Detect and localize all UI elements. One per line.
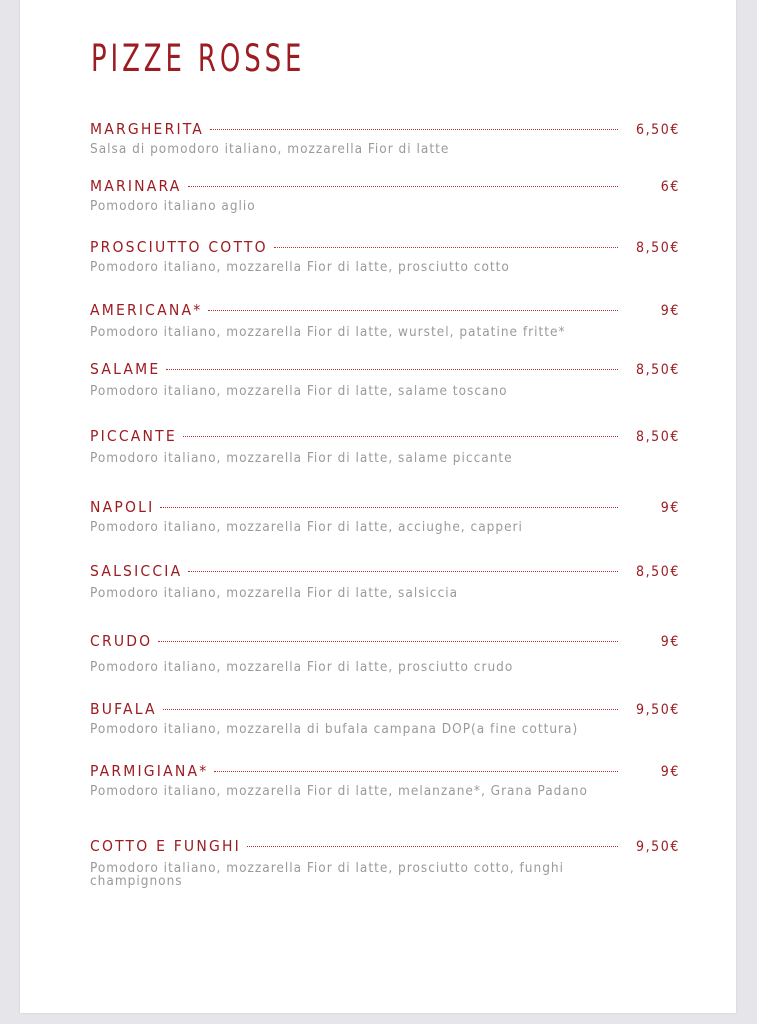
menu-item-price: 6,50€ (635, 122, 680, 138)
dotted-leader (166, 369, 618, 370)
menu-item-price: 9€ (660, 634, 680, 650)
dotted-leader (210, 129, 618, 130)
menu-item-description: Pomodoro italiano, mozzarella Fior di latte, wurstel, patatine fritte* (90, 324, 566, 340)
menu-item-price: 9,50€ (635, 702, 680, 718)
menu-item-description: Pomodoro italiano, mozzarella Fior di latte, salame piccante (90, 450, 513, 466)
menu-item-piccante (90, 427, 680, 465)
dotted-leader (160, 507, 618, 508)
page-title: PIZZE ROSSE (91, 37, 306, 80)
menu-item-name: MARINARA (90, 177, 182, 195)
menu-item-row (90, 360, 680, 380)
menu-item-price: 9€ (660, 764, 680, 780)
dotted-leader (274, 247, 618, 248)
menu-page (20, 0, 736, 1013)
menu-item-price: 8,50€ (635, 429, 680, 445)
menu-item-description: Pomodoro italiano, mozzarella Fior di latte, salame toscano (90, 383, 508, 399)
menu-item-name: MARGHERITA (90, 120, 205, 138)
menu-item-description: Pomodoro italiano, mozzarella Fior di latte, salsiccia (90, 585, 459, 601)
menu-item-price: 6€ (660, 179, 680, 195)
dotted-leader (158, 641, 618, 642)
menu-item-salsiccia (90, 562, 680, 600)
menu-item-row (90, 498, 680, 518)
menu-item-prosciutto-cotto (90, 238, 680, 274)
menu-item-bufala (90, 700, 680, 736)
menu-item-description: Pomodoro italiano, mozzarella di bufala campana DOP(a fine cottura) (90, 721, 579, 737)
dotted-leader (188, 571, 618, 572)
menu-item-price: 9€ (660, 500, 680, 516)
menu-item-price: 9,50€ (635, 839, 680, 855)
menu-item-cotto-e-funghi (90, 837, 680, 888)
menu-item-row (90, 562, 680, 582)
menu-item-salame (90, 360, 680, 398)
menu-item-description: Pomodoro italiano, mozzarella Fior di latte, prosciutto cotto (90, 259, 510, 275)
menu-item-row (90, 301, 680, 321)
menu-item-crudo (90, 632, 680, 674)
menu-item-name: SALAME (90, 360, 161, 378)
menu-item-row (90, 427, 680, 447)
menu-item-name: SALSICCIA (90, 562, 183, 580)
menu-item-name: PROSCIUTTO COTTO (90, 238, 268, 256)
menu-item-description: Pomodoro italiano aglio (90, 198, 256, 214)
menu-item-price: 8,50€ (635, 240, 680, 256)
menu-item-price: 8,50€ (635, 362, 680, 378)
menu-item-parmigiana (90, 762, 680, 798)
menu-item-marinara (90, 177, 680, 213)
menu-item-description: Pomodoro italiano, mozzarella Fior di latte, prosciutto crudo (90, 659, 514, 675)
dotted-leader (247, 846, 618, 847)
menu-item-row (90, 762, 680, 782)
menu-item-name: NAPOLI (90, 498, 155, 516)
menu-item-row (90, 120, 680, 140)
menu-item-description: Pomodoro italiano, mozzarella Fior di latte, melanzane*, Grana Padano (90, 783, 588, 799)
dotted-leader (214, 771, 618, 772)
menu-item-name: CRUDO (90, 632, 153, 650)
menu-item-name: PARMIGIANA* (90, 762, 209, 780)
menu-item-margherita (90, 120, 680, 156)
menu-item-row (90, 632, 680, 652)
menu-item-row (90, 700, 680, 720)
menu-item-description: Pomodoro italiano, mozzarella Fior di latte, prosciutto cotto, funghi champignons (90, 860, 564, 889)
menu-item-row (90, 837, 680, 857)
menu-item-price: 9€ (660, 303, 680, 319)
menu-item-description: Pomodoro italiano, mozzarella Fior di latte, acciughe, capperi (90, 519, 523, 535)
menu-item-americana (90, 301, 680, 339)
dotted-leader (208, 310, 618, 311)
dotted-leader (163, 709, 618, 710)
dotted-leader (188, 186, 618, 187)
menu-item-row (90, 238, 680, 258)
menu-item-name: COTTO E FUNGHI (90, 837, 241, 855)
menu-item-description: Salsa di pomodoro italiano, mozzarella Fior di latte (90, 141, 450, 157)
menu-item-napoli (90, 498, 680, 534)
menu-item-name: PICCANTE (90, 427, 177, 445)
menu-item-price: 8,50€ (635, 564, 680, 580)
menu-item-name: AMERICANA* (90, 301, 203, 319)
menu-item-row (90, 177, 680, 197)
dotted-leader (183, 436, 618, 437)
menu-item-name: BUFALA (90, 700, 157, 718)
